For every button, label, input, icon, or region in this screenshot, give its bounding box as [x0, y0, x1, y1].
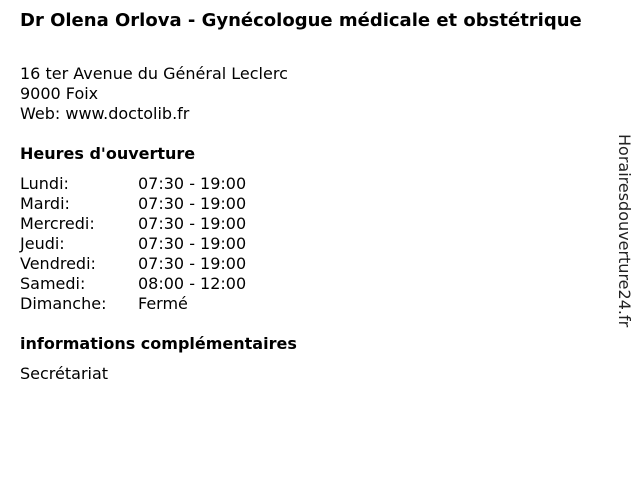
- address-street: 16 ter Avenue du Général Leclerc: [20, 64, 288, 83]
- hours-row-friday: [20, 254, 246, 274]
- hours-day: Jeudi:: [20, 234, 65, 253]
- hours-day: Mercredi:: [20, 214, 95, 233]
- hours-day: Mardi:: [20, 194, 70, 213]
- opening-hours-table: [20, 174, 246, 314]
- hours-time: 07:30 - 19:00: [138, 254, 247, 273]
- hours-row-saturday: [20, 274, 246, 294]
- hours-time: 07:30 - 19:00: [138, 194, 247, 213]
- opening-hours-heading: Heures d'ouverture: [20, 144, 196, 163]
- additional-info-text: Secrétariat: [20, 364, 109, 383]
- hours-row-wednesday: [20, 214, 246, 234]
- site-watermark: [612, 134, 636, 374]
- hours-day: Lundi:: [20, 174, 69, 193]
- website-link[interactable]: Web: www.doctolib.fr: [20, 104, 190, 123]
- watermark-text: Horairesdouverture24.fr: [615, 134, 634, 328]
- hours-day: Samedi:: [20, 274, 86, 293]
- hours-row-thursday: [20, 234, 246, 254]
- hours-time: 07:30 - 19:00: [138, 234, 247, 253]
- hours-row-sunday: [20, 294, 246, 314]
- address-block: [20, 64, 288, 124]
- hours-row-monday: [20, 174, 246, 194]
- hours-day: Vendredi:: [20, 254, 96, 273]
- hours-time: 07:30 - 19:00: [138, 174, 247, 193]
- hours-day: Dimanche:: [20, 294, 107, 313]
- additional-info-heading: informations complémentaires: [20, 334, 297, 353]
- hours-time: Fermé: [138, 294, 188, 313]
- hours-time: 08:00 - 12:00: [138, 274, 247, 293]
- address-city: 9000 Foix: [20, 84, 99, 103]
- hours-row-tuesday: [20, 194, 246, 214]
- page-title: Dr Olena Orlova - Gynécologue médicale et obstétrique: [20, 10, 582, 31]
- hours-time: 07:30 - 19:00: [138, 214, 247, 233]
